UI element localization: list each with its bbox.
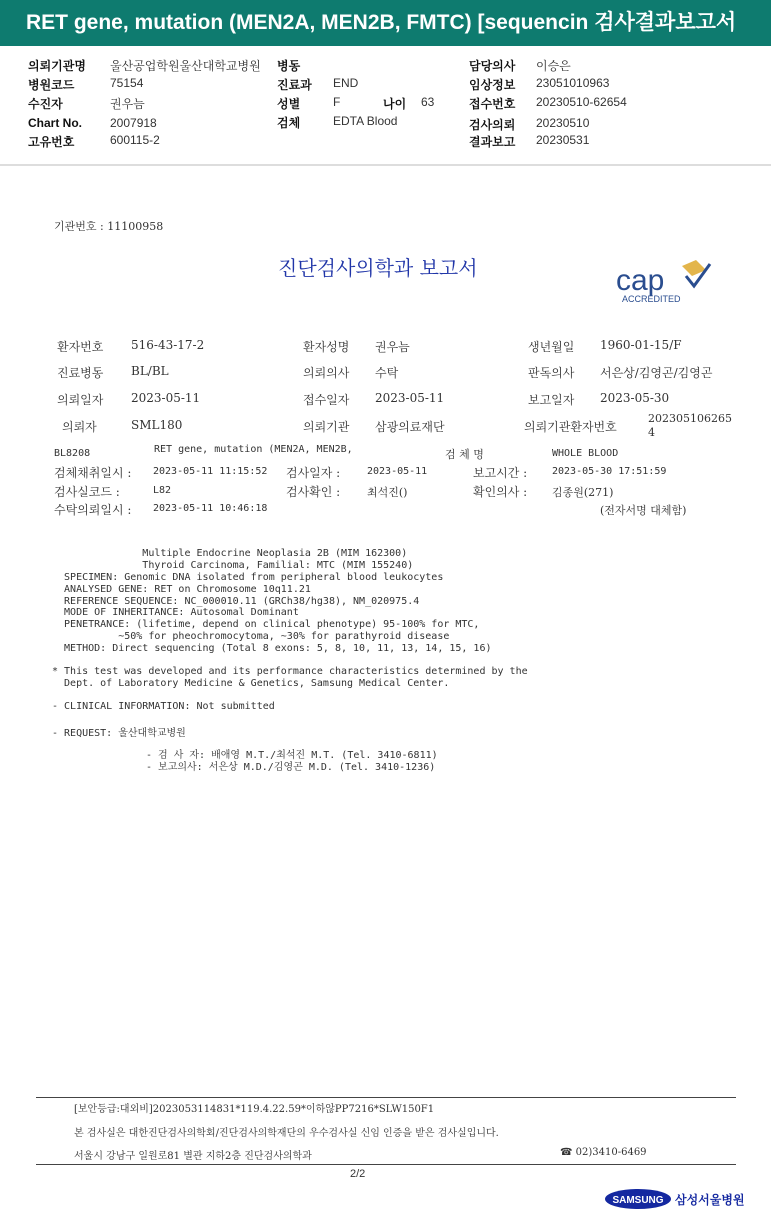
req-date-value: 20230510: [536, 116, 590, 130]
body-line: ~50% for pheochromocytoma, ~30% for parathyroid disease: [52, 631, 450, 642]
req-date-label: 검사의뢰: [469, 118, 516, 132]
uid-label: 고유번호: [28, 135, 75, 149]
report-title: RET gene, mutation (MEN2A, MEN2B, FMTC) [sequencin 검사결과보고서: [0, 0, 771, 46]
row1-label1: 환자번호: [57, 340, 104, 354]
hosp-code-label: 병원코드: [28, 78, 75, 92]
requester-value: SML180: [131, 418, 183, 432]
cap-accredited-logo: [614, 258, 714, 308]
row4-label3: 의뢰기관환자번호: [524, 420, 617, 434]
body-line: Multiple Endocrine Neoplasia 2B (MIM 162300): [52, 548, 408, 559]
chart-value: 2007918: [110, 116, 157, 130]
samsung-hospital-logo: [605, 1186, 745, 1212]
report-heading: 진단검사의학과 보고서: [278, 256, 478, 280]
report-time-label: 보고시간 :: [473, 466, 528, 480]
sex-label: 성별: [277, 97, 301, 111]
org-patient-number-line1: 202305106265: [648, 412, 732, 425]
row3-label1: 의뢰일자: [57, 393, 104, 407]
confirm-doctor-label: 확인의사 :: [473, 485, 528, 499]
institution-number: 기관번호 : 11100958: [54, 220, 164, 233]
chart-label: Chart No.: [28, 116, 82, 130]
row4-label1: 의뢰자: [62, 420, 97, 434]
certification-line: 본 검사실은 대한진단검사의학회/진단검사의학재단의 우수검사실 신임 인증을 받은 검사실입니다.: [74, 1128, 499, 1139]
phone-line: ☎ 02)3410-6469: [560, 1147, 647, 1158]
row2-label1: 진료병동: [57, 366, 104, 380]
clinical-label: 임상정보: [469, 78, 516, 92]
report-time-value: 2023-05-30 17:51:59: [552, 466, 667, 477]
test-room-label: 검사실코드 :: [54, 485, 120, 499]
order-time-value: 2023-05-11 10:46:18: [153, 503, 268, 514]
specimen-name-value: WHOLE BLOOD: [552, 448, 619, 459]
collect-label: 검체채취일시 :: [54, 466, 132, 480]
dept-label: 진료과: [277, 78, 312, 92]
electronic-signature-note: (전자서명 대체함): [600, 504, 687, 517]
order-date-value: 2023-05-11: [131, 391, 201, 405]
address-line: 서울시 강남구 일원로81 별관 지하2층 진단검사의학과: [74, 1151, 312, 1162]
body-line: MODE OF INHERITANCE: Autosomal Dominant: [52, 607, 299, 618]
test-date-value: 2023-05-11: [367, 466, 428, 477]
sex-value: F: [333, 95, 341, 109]
test-confirm-label: 검사확인 :: [286, 485, 341, 499]
age-value: 63: [421, 95, 435, 109]
note-line: * This test was developed and its performance characteristics determined by the: [52, 666, 528, 677]
ward-label: 병동: [277, 59, 301, 73]
row3-label3: 보고일자: [528, 393, 575, 407]
page-number: 2/2: [350, 1168, 366, 1180]
samsung-logo-text: SAMSUNG: [612, 1195, 664, 1206]
test-name: RET gene, mutation (MEN2A, MEN2B,: [154, 444, 353, 455]
body-line: PENETRANCE: (lifetime, depend on clinical phenotype) 95-100% for MTC,: [52, 619, 480, 630]
report-date-value: 2023-05-30: [600, 391, 670, 405]
tester-line: - 검 사 자: 배애영 M.T./최석진 M.T. (Tel. 3410-6811): [146, 750, 438, 761]
req-org-label: 의뢰기관명: [28, 59, 86, 73]
row4-label2: 의뢰기관: [303, 420, 350, 434]
dept-value: END: [333, 76, 359, 90]
hospital-name: 삼성서울병원: [675, 1193, 745, 1207]
test-room-value: L82: [153, 485, 172, 496]
body-line: Thyroid Carcinoma, Familial: MTC (MIM 155240): [52, 560, 414, 571]
header-divider: [0, 164, 771, 166]
reading-doctor-value: 서은상/김영곤/김영곤: [600, 366, 713, 380]
receipt-date-value: 2023-05-11: [375, 391, 445, 405]
test-confirm-value: 최석진(): [367, 486, 408, 499]
security-line: [보안등급:대외비]2023053114831*119.4.22.59*이하않PP7216*SLW150F1: [74, 1104, 435, 1115]
footer-bottom-line: [36, 1164, 736, 1165]
footer-top-line: [36, 1097, 736, 1098]
ward-code-value: BL/BL: [131, 364, 169, 378]
patient-label: 수진자: [28, 97, 63, 111]
body-line: REFERENCE SEQUENCE: NC_000010.11 (GRCh38/hg38), NM_020975.4: [52, 596, 420, 607]
org-patient-number-line2: 4: [648, 426, 655, 439]
specimen-value: EDTA Blood: [333, 114, 398, 128]
test-code: BL8208: [54, 448, 91, 459]
row3-label2: 접수일자: [303, 393, 350, 407]
doctor-value: 이승은: [536, 59, 571, 73]
specimen-label: 검체: [277, 116, 301, 130]
uid-value: 600115-2: [110, 133, 160, 147]
birth-date-value: 1960-01-15/F: [600, 338, 682, 352]
specimen-name-label: 검 체 명: [445, 448, 484, 461]
body-line: ANALYSED GENE: RET on Chromosome 10q11.21: [52, 584, 311, 595]
note-line: Dept. of Laboratory Medicine & Genetics, Samsung Medical Center.: [52, 678, 450, 689]
cap-logo-subtext: ACCREDITED: [622, 294, 681, 304]
receipt-value: 20230510-62654: [536, 95, 627, 109]
requesting-org-value: 삼광의료재단: [375, 420, 445, 434]
req-org-value: 울산공업학원울산대학교병원: [110, 59, 261, 73]
clinical-value: 23051010963: [536, 76, 610, 90]
ordering-doctor-value: 수탁: [375, 366, 399, 380]
body-line: SPECIMEN: Genomic DNA isolated from peripheral blood leukocytes: [52, 572, 444, 583]
age-label: 나이: [383, 97, 407, 111]
confirm-doctor-value: 김종원(271): [552, 486, 614, 499]
doctor-label: 담당의사: [469, 59, 516, 73]
result-label: 결과보고: [469, 135, 516, 149]
collect-value: 2023-05-11 11:15:52: [153, 466, 268, 477]
row1-label2: 환자성명: [303, 340, 350, 354]
row2-label3: 판독의사: [528, 366, 575, 380]
receipt-label: 접수번호: [469, 97, 516, 111]
clinical-information: - CLINICAL INFORMATION: Not submitted: [52, 701, 275, 712]
row1-label3: 생년월일: [528, 340, 575, 354]
patient-number-value: 516-43-17-2: [131, 338, 205, 352]
row2-label2: 의뢰의사: [303, 366, 350, 380]
hosp-code-value: 75154: [110, 76, 144, 90]
reporter-line: - 보고의사: 서은상 M.D./김영곤 M.D. (Tel. 3410-1236): [146, 762, 436, 773]
request-line: - REQUEST: 울산대학교병원: [52, 728, 186, 739]
result-value: 20230531: [536, 133, 590, 147]
patient-value: 권우늠: [110, 97, 145, 111]
patient-name-value: 권우늠: [375, 340, 410, 354]
order-time-label: 수탁의뢰일시 :: [54, 503, 132, 517]
cap-logo-text: cap: [616, 264, 665, 297]
body-line: METHOD: Direct sequencing (Total 8 exons: 5, 8, 10, 11, 13, 14, 15, 16): [52, 643, 492, 654]
test-date-label: 검사일자 :: [286, 466, 341, 480]
